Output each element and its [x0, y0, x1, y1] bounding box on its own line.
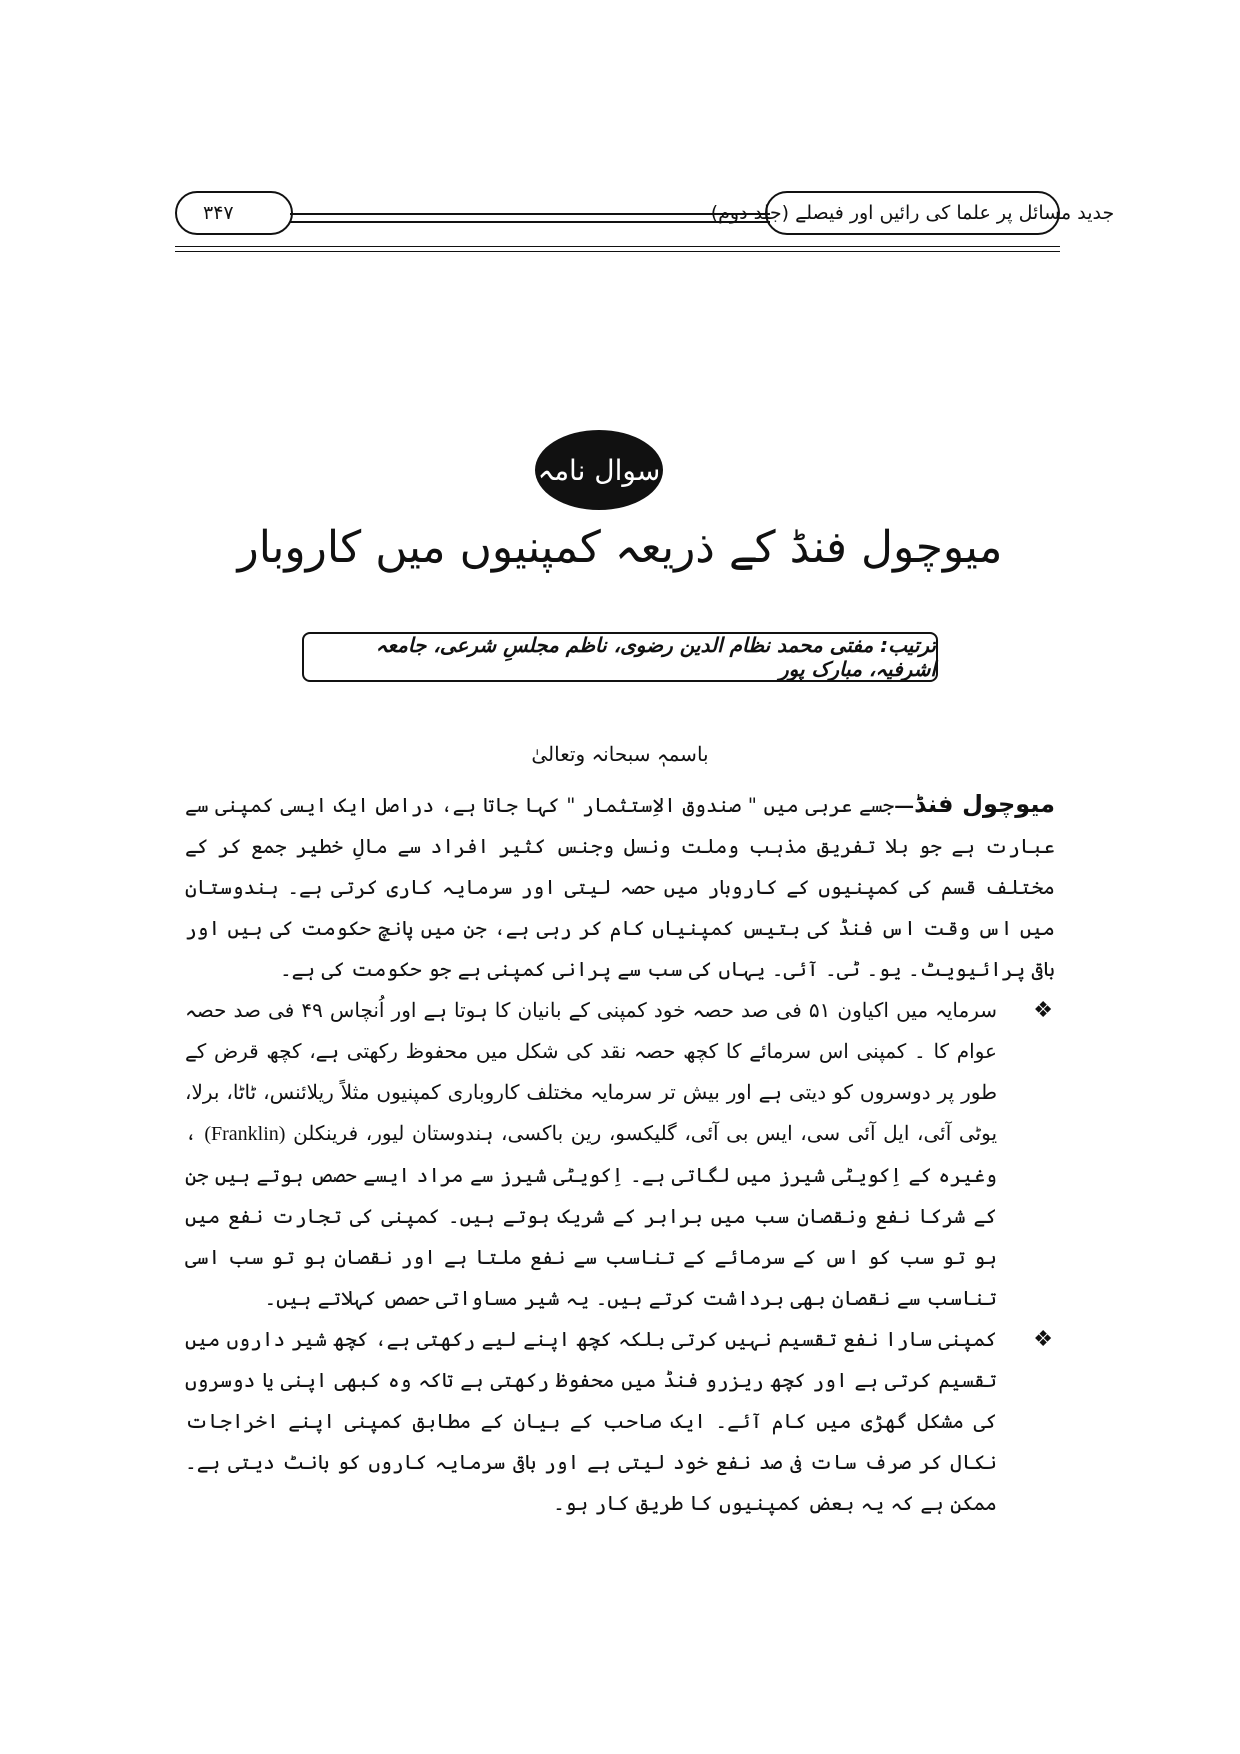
- section-badge: [535, 430, 663, 510]
- section-badge-label: سوال نامہ: [537, 453, 661, 487]
- header-rule: [175, 246, 1060, 252]
- intro-paragraph: [185, 784, 1055, 990]
- intro-lead-term: میوچول فنڈ: [914, 790, 1055, 818]
- page-title: میوچول فنڈ کے ذریعہ کمپنیوں میں کاروبار: [237, 522, 1003, 573]
- em-dash: —: [894, 793, 915, 817]
- bullet-text-continued: ، وغیرہ کے اِکویٹی شیرز میں لگاتی ہے۔ اِکویٹی شیرز سے مراد ایسے حصص ہوتے ہیں جن کے شرکا نفع ونقصان سب میں برابر کے شریک ہوتے ہیں۔ کمپنی کی تجارت نفع میں ہو تو سب کو اس کے سرمائے کے تناسب سے نفع ملتا ہے اور نقصان ہو تو سب اسی تناسب سے نقصان بھی برداشت کرتے ہیں۔ یہ شیر مساواتی حصص کہلاتے ہیں۔: [185, 1121, 997, 1310]
- diamond-bullet-icon: ❖: [1033, 1327, 1053, 1352]
- bismillah: باسمہٖ سبحانہ وتعالیٰ: [531, 742, 709, 766]
- running-header: [175, 191, 1115, 239]
- bullet-text: سرمایہ میں اکیاون ۵۱ فی صد حصہ خود کمپنی کے بانیان کا ہوتا ہے اور اُنچاس ۴۹ فی صد حصہ عوام کا ۔ کمپنی اس سرمائے کا کچھ حصہ نقد کی شکل میں محفوظ رکھتی ہے، کچھ قرض کے طور پر دوسروں کو دیتی ہے اور بیش تر سرمایہ مختلف کاروباری کمپنیوں مثلاً ریلائنس، ٹاٹا، برلا، یوٹی آئی، ایل آئی سی، ایس بی آئی، گلیکسو، رین باکسی، ہندوستان لیور، فرینکلن: [185, 998, 998, 1145]
- book-title: جدید مسائل پر علما کی رائیں اور فیصلے (جلد دوم): [710, 202, 1115, 224]
- bullet-item: [185, 990, 1055, 1319]
- bullet-item: [185, 1319, 1055, 1524]
- book-title-badge: [710, 191, 1115, 235]
- byline: ترتیب: مفتی محمد نظام الدین رضوی، ناظم مجلسِ شرعی، جامعہ اشرفیہ، مبارک پور: [375, 633, 936, 681]
- bullet-text: کمپنی سارا نفع تقسیم نہیں کرتی بلکہ کچھ اپنے لیے رکھتی ہے، کچھ شیر داروں میں تقسیم کرتی ہے اور کچھ ریزرو فنڈ میں محفوظ رکھتی ہے تاکہ وہ کبھی اپنی یا دوسروں کی مشکل گھڑی میں کام آئے۔ ایک صاحب کے بیان کے مطابق کمپنی اپنے اخراجات نکال کر صرف سات فی صد نفع خود لیتی ہے اور باقی سرمایہ کاروں کو بانٹ دیتی ہے۔ ممکن ہے کہ یہ بعض کمپنیوں کا طریق کار ہو۔: [185, 1327, 997, 1515]
- byline-box: [302, 632, 938, 682]
- page-number: ۳۴۷: [203, 202, 234, 224]
- intro-text: جسے عربی میں " صندوق الاِستثمار " کہا جاتا ہے، دراصل ایک ایسی کمپنی سے عبارت ہے جو بلا تفریق مذہب وملت ونسل وجنس کثیر افراد سے مالِ خطیر جمع کر کے مختلف قسم کی کمپنیوں کے کاروبار میں حصہ لیتی اور سرمایہ کاری کرتی ہے۔ ہندوستان میں اس وقت اس فنڈ کی بتیس کمپنیاں کام کر رہی ہے، جن میں پانچ حکومت کی ہیں اور باقی پرائیویٹ۔ یو۔ ٹی۔ آئی۔ یہاں کی سب سے پرانی کمپنی ہے جو حکومت کی ہے۔: [185, 793, 1055, 981]
- diamond-bullet-icon: ❖: [1033, 998, 1053, 1023]
- page-number-badge: [175, 191, 293, 235]
- bullet-latin-term: (Franklin): [204, 1123, 286, 1145]
- header-double-line: [290, 213, 770, 223]
- document-body: [185, 784, 1055, 1524]
